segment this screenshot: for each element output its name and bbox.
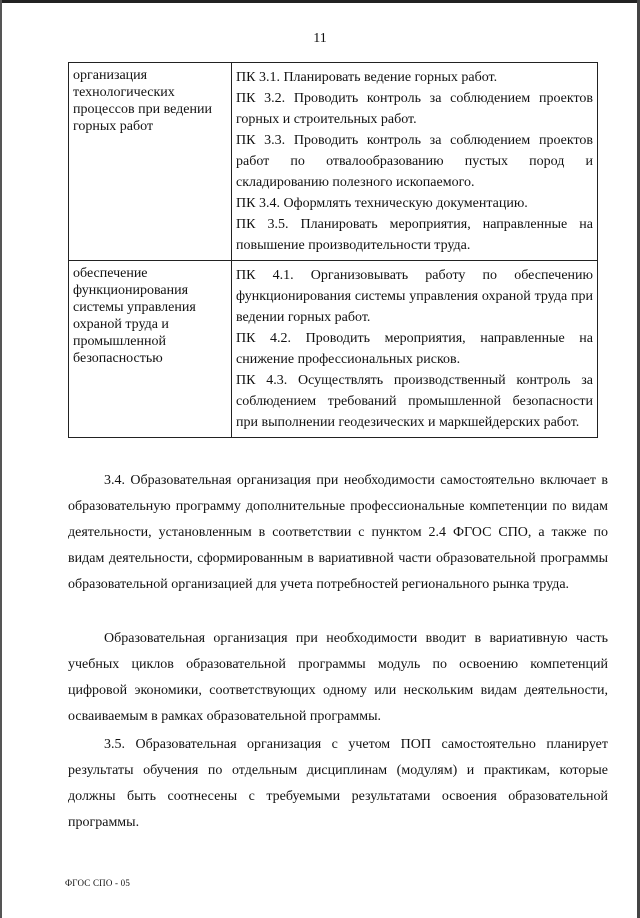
competency-item: ПК 4.1. Организовывать работу по обеспечению функционирования системы управления охраной труда при ведении горных работ. (236, 268, 593, 325)
activity-area-cell: организация технологических процессов при ведении горных работ (69, 63, 232, 261)
paragraph-variative: Образовательная организация при необходимости вводит в вариативную часть учебных циклов образовательной программы модуль по освоению компетенций цифровой экономики, соответствующих одному или нескольким видам деятельности, осваиваемым в рамках образовательной программы. (68, 631, 608, 724)
competency-item: ПК 3.5. Планировать мероприятия, направленные на повышение производительности труда. (236, 217, 593, 253)
page-number: 11 (313, 31, 327, 46)
competency-item: ПК 4.2. Проводить мероприятия, направленные на снижение профессиональных рисков. (236, 331, 593, 367)
competency-item: ПК 3.1. Планировать ведение горных работ. (236, 70, 498, 85)
competencies-cell (232, 63, 598, 261)
page-edge-left (0, 0, 2, 918)
paragraph-3-4: 3.4. Образовательная организация при необходимости самостоятельно включает в образовательную программу дополнительные профессиональные компетенции по видам деятельности, установленным в соответствии с пунктом 2.4 ФГОС СПО, а также по видам деятельности, сформированным в вариативной части образовательной программы образовательной организацией для учета потребностей регионального рынка труда. (68, 473, 608, 592)
competencies-table (68, 62, 598, 438)
competencies-cell (232, 261, 598, 438)
activity-area-cell: обеспечение функционирования системы управления охраной труда и промышленной безопасностью (69, 261, 232, 438)
competency-item: ПК 3.2. Проводить контроль за соблюдением проектов горных и строительных работ. (236, 91, 593, 127)
table-row (69, 63, 598, 261)
paragraph-3-5: 3.5. Образовательная организация с учетом ПОП самостоятельно планирует результаты обучения по отдельным дисциплинам (модулям) и практикам, которые должны быть соотнесены с требуемыми результатами освоения образовательной программы. (68, 737, 608, 830)
footer-label: ФГОС СПО - 05 (65, 878, 131, 888)
competency-item: ПК 3.4. Оформлять техническую документацию. (236, 196, 528, 211)
page-edge-top (0, 0, 640, 3)
competency-item: ПК 3.3. Проводить контроль за соблюдением проектов работ по отвалообразованию пустых пород и складированию полезного ископаемого. (236, 133, 593, 190)
competency-item: ПК 4.3. Осуществлять производственный контроль за соблюдением требований промышленной безопасности при выполнении геодезических и маркшейдерских работ. (236, 373, 593, 430)
table-row (69, 261, 598, 438)
